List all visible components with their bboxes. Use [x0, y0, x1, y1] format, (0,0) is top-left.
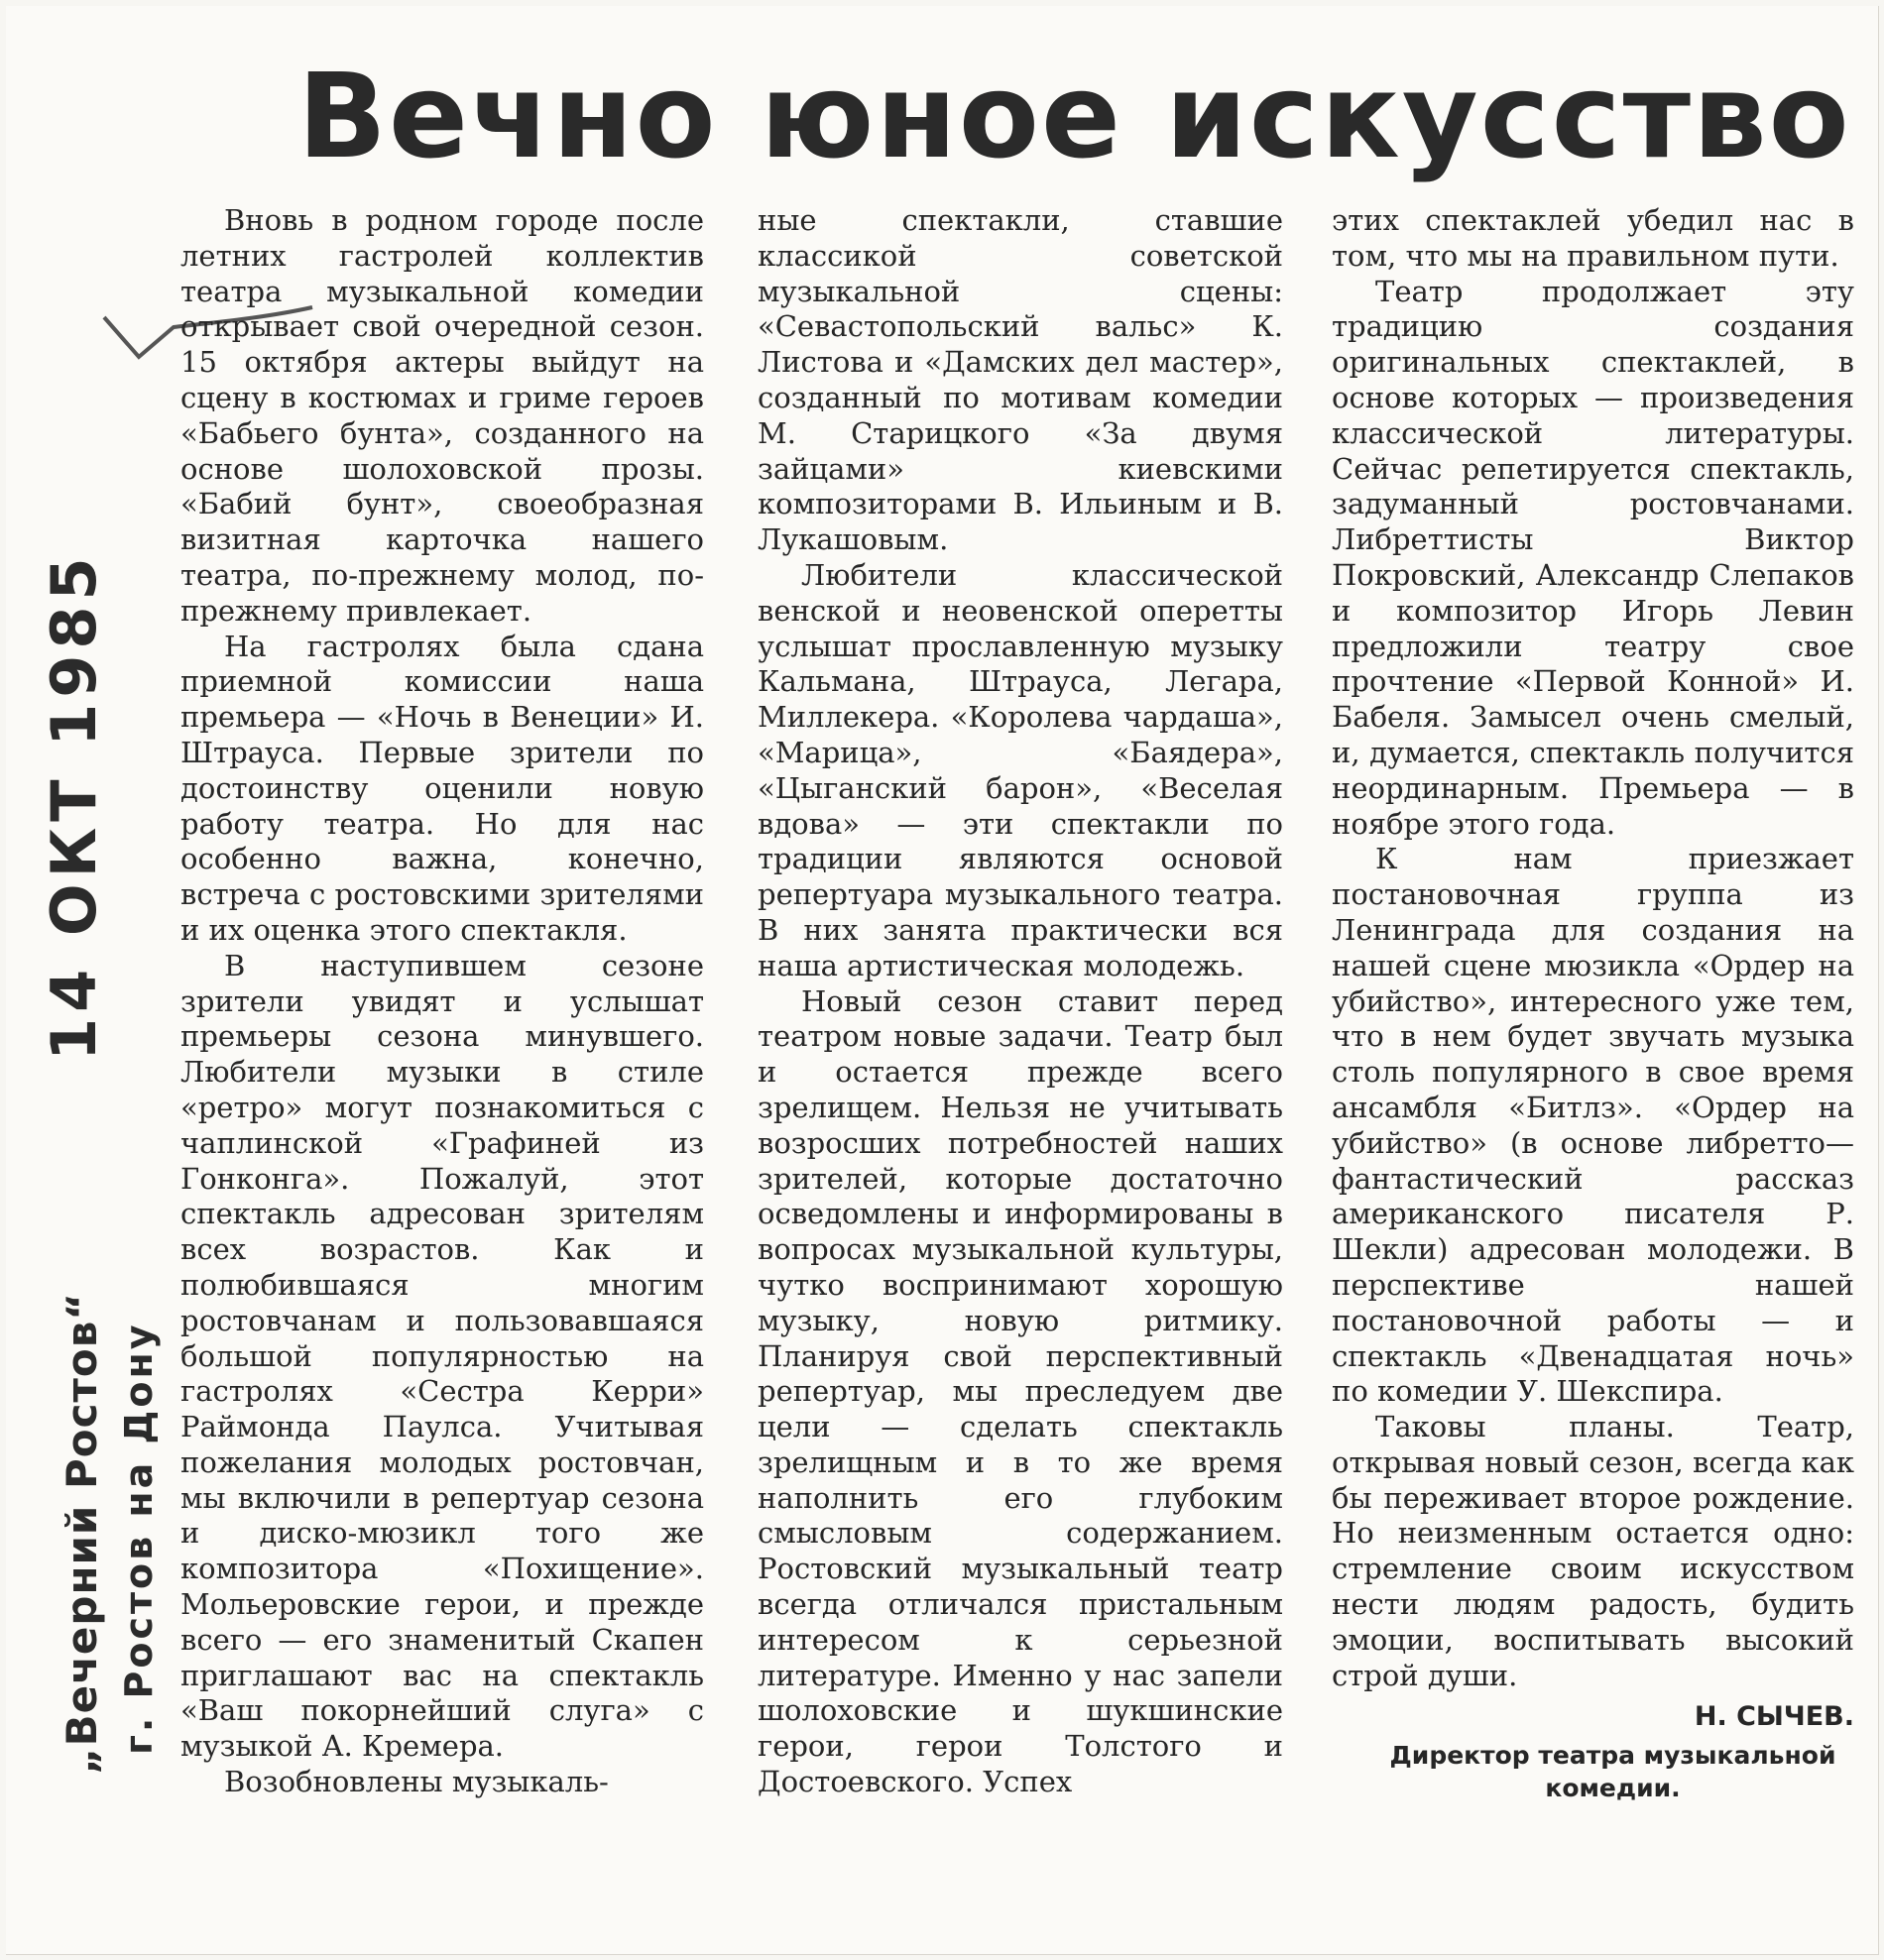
paragraph: Возобновлены музыкаль-: [224, 1765, 609, 1799]
paragraph: В наступившем сезоне зрители увидят и услышат премьеры сезона минувшего. Любители музыки в стиле «ретро» могут познакомиться с чаплинской «Графиней из Гонконга». Пожалуй, этот спектакль адресован зрителям всех возрастов. Как и полюбившаяся многим ростовчанам и пользовавшаяся большой популярностью на гастролях «Сестра Керри» Раймонда Паулса. Учитывая пожелания молодых ростовчан, мы включили в репертуар сезона и диско-мюзикл того же композитора «Похищение». Мольеровские герои, и прежде всего — его знаменитый Скапен приглашают вас на спектакль «Ваш покорнейший слуга» с музыкой А. Кремера.: [180, 948, 704, 1764]
author-role: Директор театра музыкальной комедии.: [1389, 1741, 1836, 1803]
author-name: Н. СЫЧЕВ.: [1694, 1701, 1854, 1733]
paragraph: Любители классической венской и неовенской оперетты услышат прославленную музыку Кальмана, Штрауса, Легара, Миллекера. «Королева чардаша», «Марица», «Баядера», «Цыганский барон», «Веселая вдова» — эти спектакли по традиции являются основой репертуара музыкального театра. В них занята практически вся наша артистическая молодежь.: [758, 557, 1283, 982]
stamp-newspaper: „Вечерний Ростов“: [58, 1292, 106, 1775]
paragraph: Вновь в родном городе после летних гастролей коллектив театра музыкальной комедии открывает свой очередной сезон. 15 октября актеры выйдут на сцену в костюмах и гриме героев «Бабьего бунта», созданного на основе шолоховской прозы. «Бабий бунт», своеобразная визитная карточка нашего театра, по-прежнему молод, по-прежнему привлекает.: [180, 203, 704, 628]
article-column-3: [1332, 203, 1854, 1804]
article-column-2: [758, 203, 1283, 1800]
stamp-city: г. Ростов на Дону: [117, 1322, 161, 1755]
stamp-date: 14 ОКТ 1985: [38, 551, 110, 1061]
paragraph: На гастролях была сдана приемной комиссии наша премьера — «Ночь в Венеции» И. Штрауса. Первые зрители по достоинству оценили новую работу театра. Но для нас особенно важна, конечно, встреча с ростовскими зрителями и их оценка этого спектакля.: [180, 629, 704, 947]
paragraph: этих спектаклей убедил нас в том, что мы на правильном пути.: [1332, 203, 1854, 273]
paragraph: ные спектакли, ставшие классикой советской музыкальной сцены: «Севастопольский вальс» К. Листова и «Дамских дел мастер», созданный по мотивам комедии М. Старицкого «За двумя зайцами» киевскими композиторами В. Ильиным и В. Лукашовым.: [758, 203, 1283, 557]
article-column-1: [180, 203, 704, 1800]
paragraph: К нам приезжает постановочная группа из Ленинграда для создания на нашей сцене мюзикла «Ордер на убийство», интересного уже тем, что в нем будет звучать музыка столь популярного в свое время ансамбля «Битлз». «Ордер на убийство» (в основе либретто—фантастический рассказ американского писателя Р. Шекли) адресован молодежи. В перспективе нашей постановочной работы — и спектакль «Двенадцатая ночь» по комедии У. Шекспира.: [1332, 842, 1854, 1409]
article-headline: Вечно юное искусство: [297, 48, 1851, 184]
paragraph: Таковы планы. Театр, открывая новый сезон, всегда как бы переживает второе рождение. Но неизменным остается одно: стремление своим искусством нести людям радость, будить эмоции, воспитывать высокий строй души.: [1332, 1410, 1854, 1692]
paragraph: Театр продолжает эту традицию создания оригинальных спектаклей, в основе которых — произведения классической литературы. Сейчас репетируется спектакль, задуманный ростовчанами. Либреттисты Виктор Покровский, Александр Слепаков и композитор Игорь Левин предложили театру свое прочтение «Первой Конной» И. Бабеля. Замысел очень смелый, и, думается, спектакль получится неординарным. Премьера — в ноябре этого года.: [1332, 274, 1854, 841]
paragraph: Новый сезон ставит перед театром новые задачи. Театр был и остается прежде всего зрелищем. Нельзя не учитывать возросших потребностей наших зрителей, которые достаточно осведомлены и информированы в вопросах музыкальной культуры, чутко воспринимают хорошую музыку, новую ритмику. Планируя свой перспективный репертуар, мы преследуем две цели — сделать спектакль зрелищным и в то же время наполнить его глубоким смысловым содержанием. Ростовский музыкальный театр всегда отличался пристальным интересом к серьезной литературе. Именно у нас запели шолоховские и шукшинские герои, герои Толстого и Достоевского. Успех: [758, 983, 1283, 1799]
